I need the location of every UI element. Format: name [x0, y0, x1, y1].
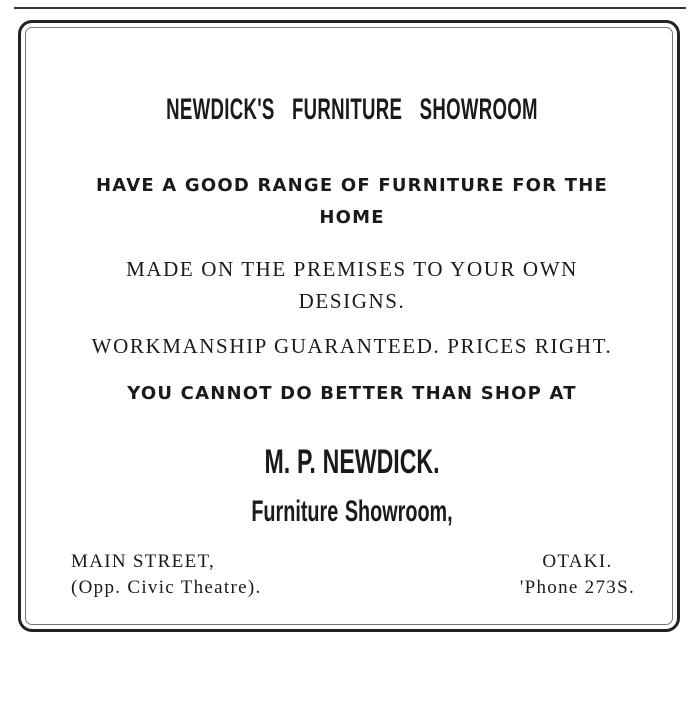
- proprietor-name: [127, 443, 577, 482]
- tagline-line-1: HAVE A GOOD RANGE OF FURNITURE FOR THE: [96, 175, 608, 196]
- name-part-3: NEWDICK.: [322, 443, 440, 481]
- landmark: (Opp. Civic Theatre).: [71, 577, 262, 598]
- heading-word-1: NEWDICK'S: [166, 93, 275, 126]
- heading-word-3: SHOWROOM: [419, 93, 538, 126]
- address-left: [71, 549, 262, 601]
- town: OTAKI.: [542, 551, 613, 572]
- name-part-1: M.: [264, 443, 291, 481]
- made-line-2: DESIGNS.: [298, 289, 406, 313]
- advertisement-frame: [18, 20, 680, 632]
- subname-part-2: Showroom,: [344, 495, 453, 528]
- guarantee-line: WORKMANSHIP GUARANTEED. PRICES RIGHT.: [91, 334, 613, 358]
- name-part-2: P.: [296, 443, 316, 481]
- street-address: MAIN STREET,: [71, 551, 216, 572]
- made-line-1: MADE ON THE PREMISES TO YOUR OWN: [126, 257, 578, 281]
- subname-part-1: Furniture: [251, 495, 339, 528]
- cta-line: YOU CANNOT DO BETTER THAN SHOP AT: [127, 383, 577, 404]
- address-right: [520, 549, 635, 601]
- ad-heading: [147, 93, 557, 127]
- heading-word-2: FURNITURE: [292, 93, 403, 126]
- top-rule: [14, 7, 686, 9]
- tagline-line-2: HOME: [319, 207, 385, 228]
- showroom-subtitle: [134, 495, 571, 529]
- phone-number: 'Phone 273S.: [519, 577, 635, 598]
